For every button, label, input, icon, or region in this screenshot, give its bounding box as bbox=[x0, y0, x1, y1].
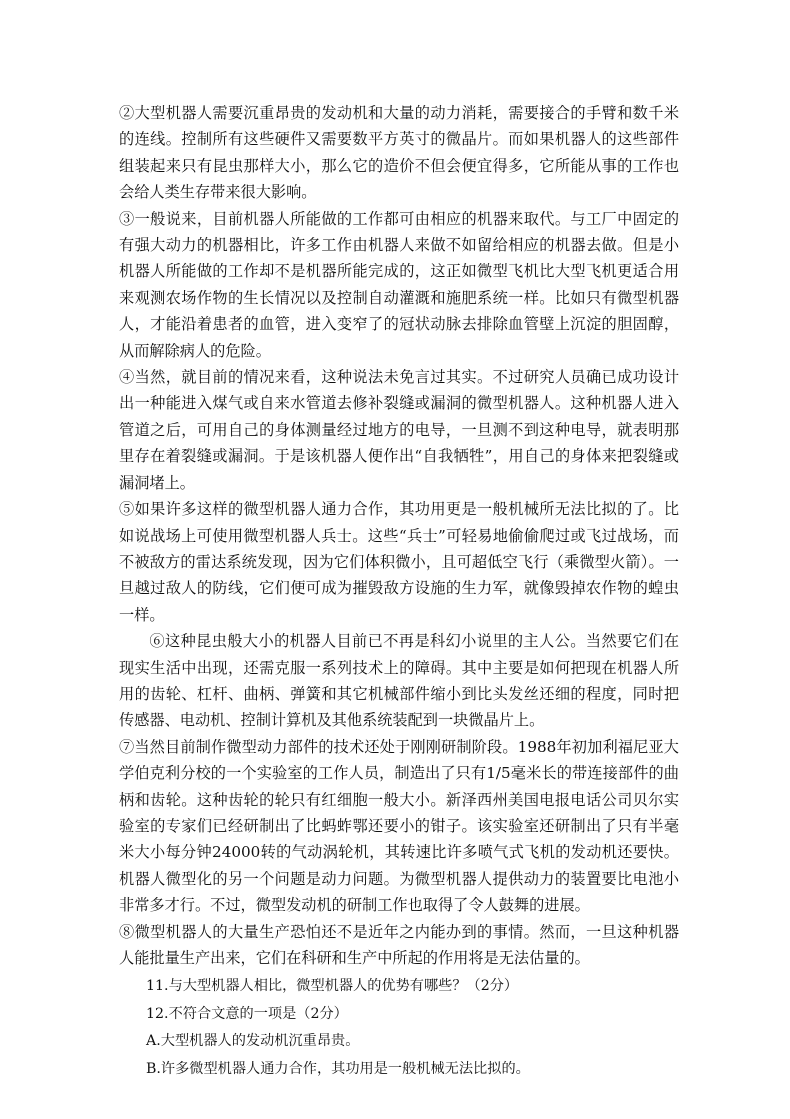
paragraph-5: ⑤如果许多这样的微型机器人通力合作，其功用更是一般机械所无法比拟的了。比如说战场上可使用微型机器人兵士。这些“兵士”可轻易地偷偷爬过或飞过战场，而不被敌方的雷达系统发现，因为它们体积微小，且可超低空飞行（乘微型火箭）。一旦越过敌人的防线，它们便可成为摧毁敌方设施的生力军，就像毁掉农作物的蝗虫一样。 bbox=[119, 500, 679, 624]
option-b: B.许多微型机器人通力合作，其功用是一般机械无法比拟的。 bbox=[146, 1060, 530, 1077]
option-a: A.大型机器人的发动机沉重昂贵。 bbox=[146, 1033, 360, 1050]
question-12: 12.不符合文意的一项是（2分） bbox=[146, 1005, 348, 1022]
document-page bbox=[119, 100, 679, 1083]
paragraph-4: ④当然，就目前的情况来看，这种说法未免言过其实。不过研究人员确已成功设计出一种能进入煤气或自来水管道去修补裂缝或漏洞的微型机器人。这种机器人进入管道之后，可用自己的身体测量经过地方的电导，一旦测不到这种电导，就表明那里存在着裂缝或漏洞。于是该机器人便作出“自我牺牲”，用自己的身体来把裂缝或漏洞堵上。 bbox=[119, 368, 679, 492]
paragraph-3: ③一般说来，目前机器人所能做的工作都可由相应的机器来取代。与工厂中固定的有强大动力的机器相比，许多工作由机器人来做不如留给相应的机器去做。但是小机器人所能做的工作却不是机器所能完成的，这正如微型飞机比大型飞机更适合用来观测农场作物的生长情况以及控制自动灌溉和施肥系统一样。比如只有微型机器人，才能沿着患者的血管，进入变窄了的冠状动脉去排除血管壁上沉淀的胆固醇，从而解除病人的危险。 bbox=[119, 209, 679, 360]
question-11: 11.与大型机器人相比，微型机器人的优势有哪些？（2分） bbox=[146, 978, 519, 995]
paragraph-8: ⑧微型机器人的大量生产恐怕还不是近年之内能办到的事情。然而，一旦这种机器人能批量生产出来，它们在科研和生产中所起的作用将是无法估量的。 bbox=[119, 922, 679, 967]
paragraph-6: ⑥这种昆虫般大小的机器人目前已不再是科幻小说里的主人公。当然要它们在现实生活中出现，还需克服一系列技术上的障碍。其中主要是如何把现在机器人所用的齿轮、杠杆、曲柄、弹簧和其它机械部件缩小到比头发丝还细的程度，同时把传感器、电动机、控制计算机及其他系统装配到一块微晶片上。 bbox=[119, 632, 679, 730]
paragraph-2: ②大型机器人需要沉重昂贵的发动机和大量的动力消耗，需要接合的手臂和数千米的连线。控制所有这些硬件又需要数平方英寸的微晶片。而如果机器人的这些部件组装起来只有昆虫那样大小，那么它的造价不但会便宜得多，它所能从事的工作也会给人类生存带来很大影响。 bbox=[119, 104, 679, 202]
paragraph-7: ⑦当然目前制作微型动力部件的技术还处于刚刚研制阶段。1988年初加利福尼亚大学伯克利分校的一个实验室的工作人员，制造出了只有1/5毫米长的带连接部件的曲柄和齿轮。这种齿轮的轮只有红细胞一般大小。新泽西州美国电报电话公司贝尔实验室的专家们已经研制出了比蚂蚱鄂还要小的钳子。该实验室还研制出了只有半毫米大小每分钟24000转的气动涡轮机，其转速比许多喷气式飞机的发动机还要快。机器人微型化的另一个问题是动力问题。为微型机器人提供动力的装置要比电池小非常多才行。不过，微型发动机的研制工作也取得了令人鼓舞的进展。 bbox=[119, 737, 679, 915]
